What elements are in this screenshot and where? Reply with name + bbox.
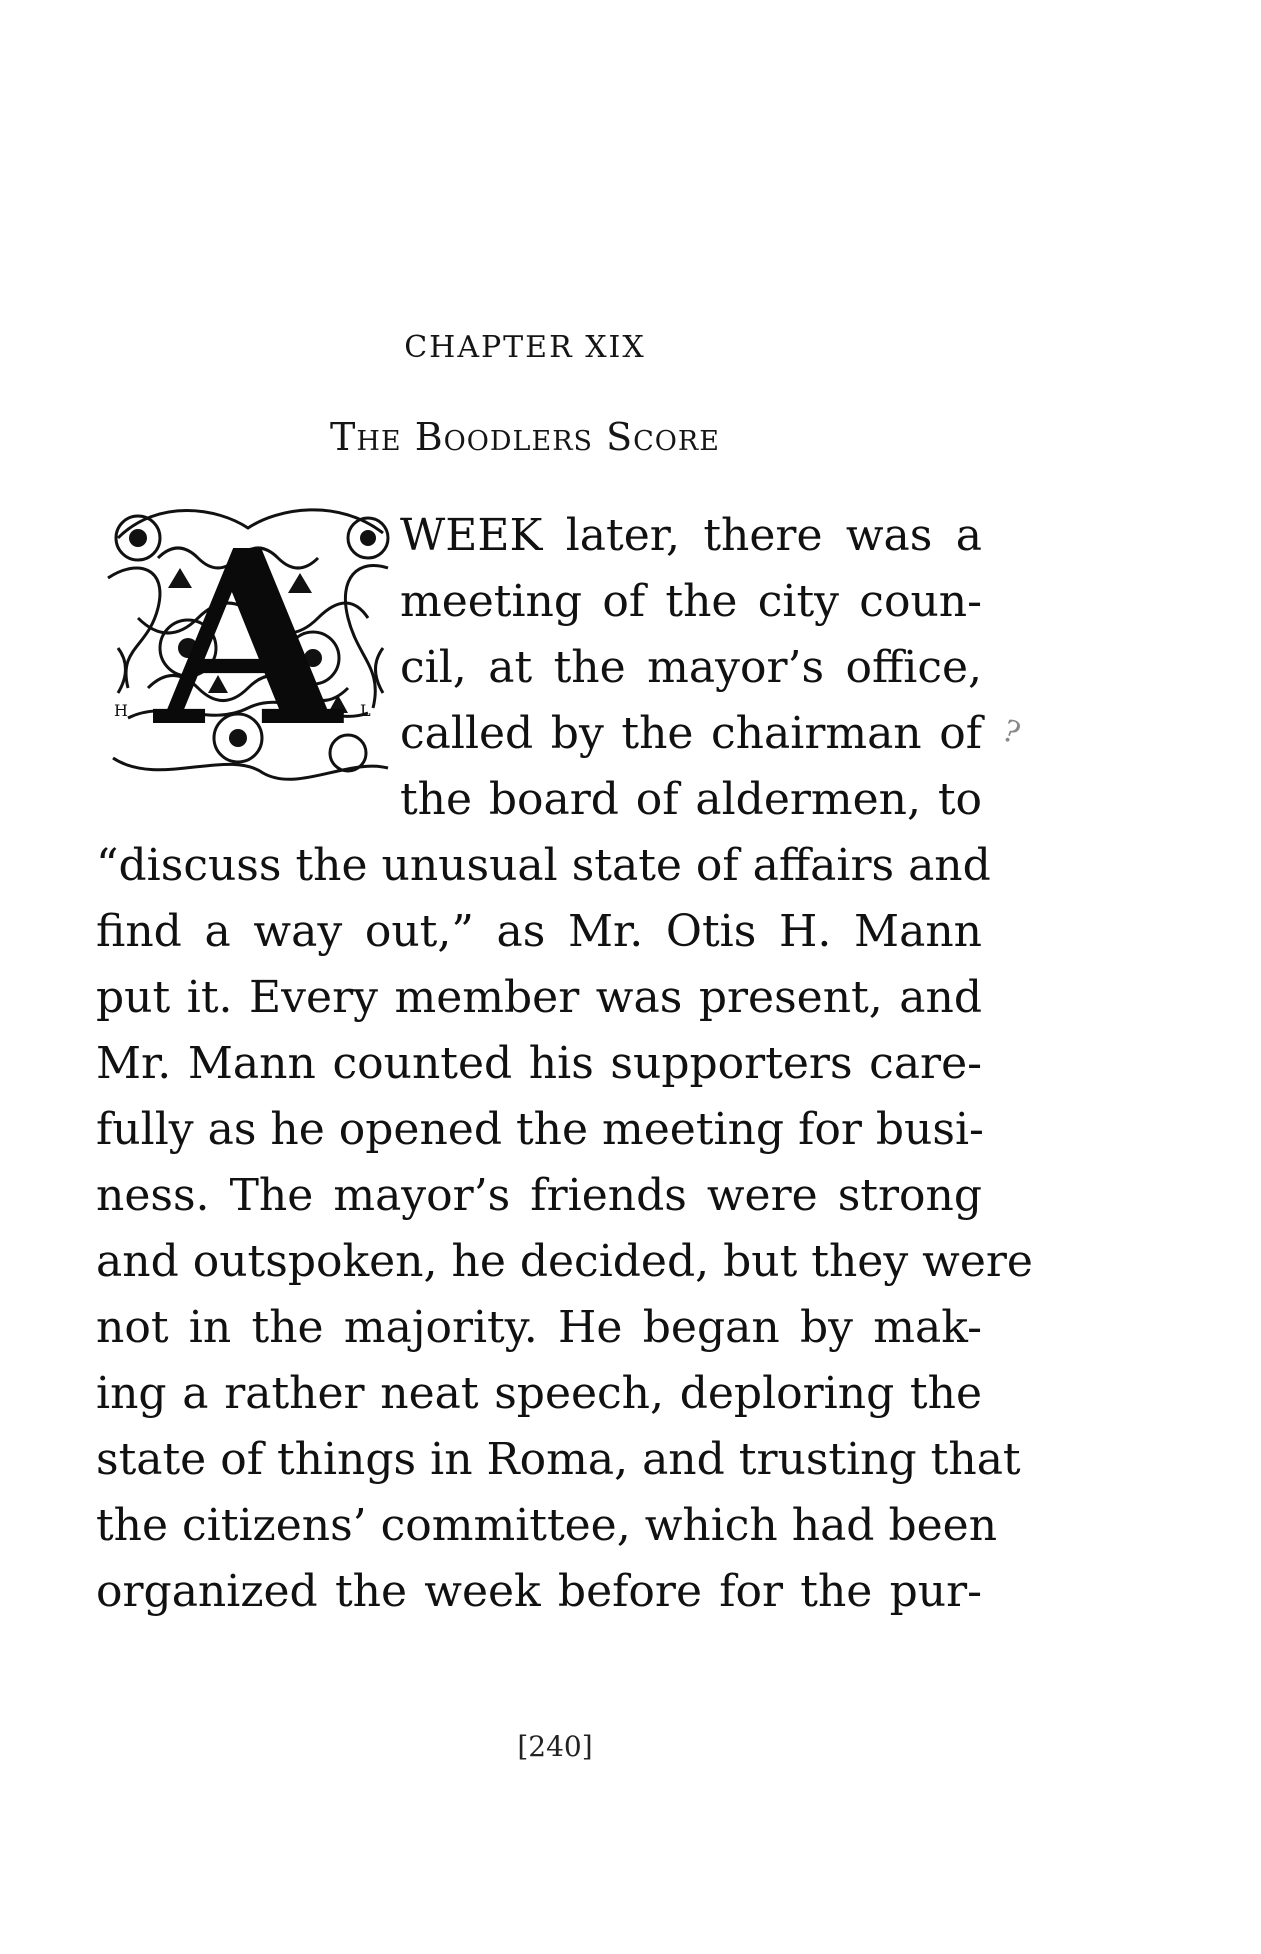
text-line: put it. Every member was present, and xyxy=(96,972,982,1023)
text-line: called by the chairman of xyxy=(400,708,982,759)
opening-paragraph-lines xyxy=(400,503,982,833)
drop-cap-initial-right: L xyxy=(360,701,371,720)
page-number: [240] xyxy=(517,1730,593,1763)
margin-mark: ? xyxy=(997,713,1025,752)
text-line: find a way out,” as Mr. Otis H. Mann xyxy=(96,906,982,957)
text-line: cil, at the mayor’s office, xyxy=(400,642,982,693)
text-line: Mr. Mann counted his supporters care- xyxy=(96,1038,982,1089)
text-line: the citizens’ committee, which had been xyxy=(96,1500,998,1551)
text-line: ing a rather neat speech, deploring the xyxy=(96,1368,982,1419)
body-paragraph xyxy=(96,833,1033,1625)
text-line: “discuss the unusual state of affairs and xyxy=(96,840,991,891)
text-line: fully as he opened the meeting for busi- xyxy=(96,1104,984,1155)
text-line: ness. The mayor’s friends were strong xyxy=(96,1170,982,1221)
text-line: and outspoken, he decided, but they were xyxy=(96,1236,1033,1287)
drop-cap-letter: A xyxy=(154,498,342,780)
drop-cap-initial-left: H xyxy=(114,701,128,720)
chapter-label: CHAPTER XIX xyxy=(404,330,646,365)
text-line: not in the majority. He began by mak- xyxy=(96,1302,982,1353)
ornamental-initial-image xyxy=(98,498,398,790)
text-line: the board of aldermen, to xyxy=(400,774,982,825)
chapter-title: The Boodlers Score xyxy=(330,415,720,459)
text-line: organized the week before for the pur- xyxy=(96,1566,982,1617)
decorated-drop-cap xyxy=(98,498,398,790)
text-line: state of things in Roma, and trusting that xyxy=(96,1434,1021,1485)
text-line: meeting of the city coun- xyxy=(400,576,982,627)
text-line: WEEK later, there was a xyxy=(400,510,982,561)
